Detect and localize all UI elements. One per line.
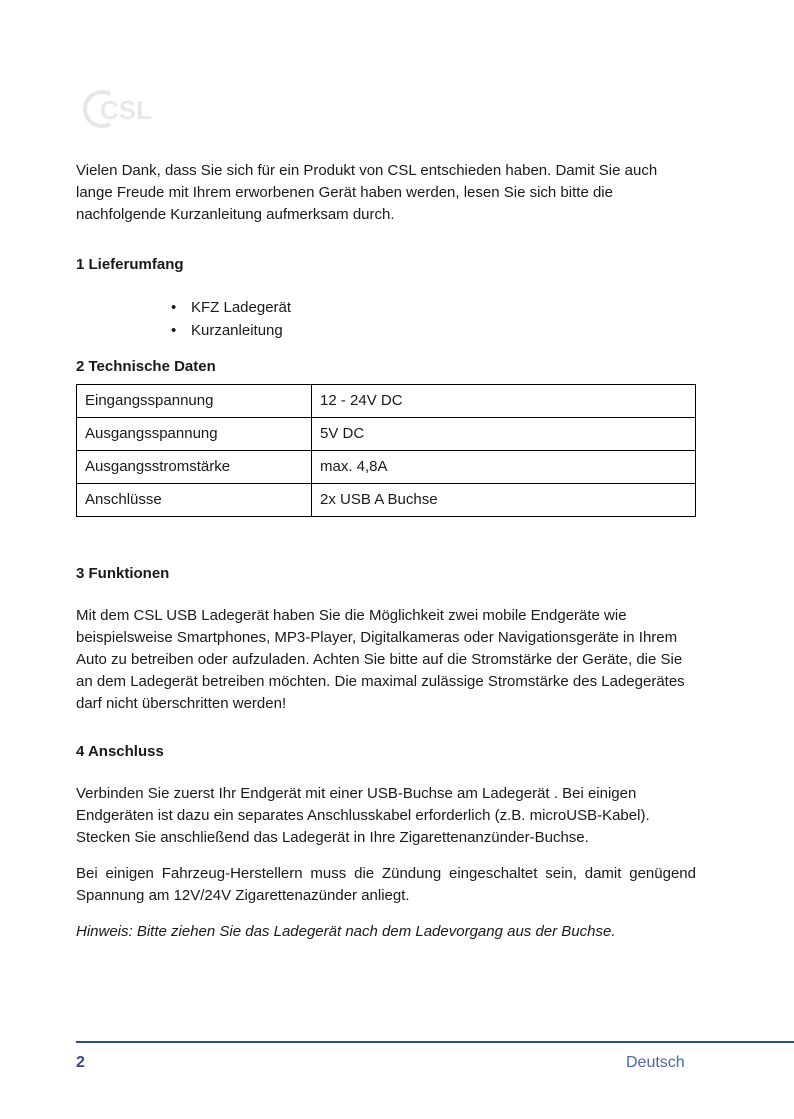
spec-label: Anschlüsse [77,484,312,517]
hint-text: Hinweis: Bitte ziehen Sie das Ladegerät nach dem Ladevorgang aus der Buchse. [76,923,616,940]
page-number: 2 [76,1054,85,1071]
table-row [77,451,696,484]
svg-text:CSL: CSL [100,95,152,125]
intro-paragraph: Vielen Dank, dass Sie sich für ein Produkt von CSL entschieden haben. Damit Sie auch lange Freude mit Ihrem erworbenen Gerät haben werden, lesen Sie sich bitte die nachfolgende Kurzanleitung aufmerksam durch. [76,162,658,223]
section-heading-technische-daten: 2 Technische Daten [76,358,216,375]
spec-label: Ausgangsspannung [77,418,312,451]
language-label: Deutsch [626,1054,685,1071]
section-heading-anschluss: 4 Anschluss [76,743,164,760]
table-row [77,484,696,517]
functions-paragraph: Mit dem CSL USB Ladegerät haben Sie die Möglichkeit zwei mobile Endgeräte wie beispielsweise Smartphones, MP3-Player, Digitalkameras oder Navigationsgeräte in Ihrem Auto zu betreiben oder aufzuladen. Achten Sie bitte auf die Stromstärke der Geräte, die Sie an dem Ladegerät betreiben möchten. Die maximal zulässige Stromstärke des Ladegerätes darf nicht überschritten werden! [76,607,685,712]
spec-value: max. 4,8A [312,451,696,484]
spec-value: 2x USB A Buchse [312,484,696,517]
list-item: • Kurzanleitung [171,319,696,342]
spec-label: Eingangsspannung [77,385,312,418]
document-body [76,160,696,943]
ignition-paragraph: Bei einigen Fahrzeug-Herstellern muss die Zündung eingeschaltet sein, damit genügend Spannung am 12V/24V Zigarettenazünder anliegt. [76,865,696,904]
section-heading-funktionen: 3 Funktionen [76,565,170,582]
spec-value: 12 - 24V DC [312,385,696,418]
spec-value: 5V DC [312,418,696,451]
table-row [77,385,696,418]
section-heading-lieferumfang: 1 Lieferumfang [76,256,184,273]
spec-table [76,384,696,517]
footer-divider [76,1041,794,1043]
connection-paragraph: Verbinden Sie zuerst Ihr Endgerät mit einer USB-Buchse am Ladegerät . Bei einigen Endgeräten ist dazu ein separates Anschlusskabel erforderlich (z.B. microUSB-Kabel). Stecken Sie anschließend das Ladegerät in Ihre Zigarettenanzünder-Buchse. [76,785,650,846]
table-row [77,418,696,451]
csl-logo [80,86,190,132]
list-item: • KFZ Ladegerät [171,296,696,319]
spec-label: Ausgangsstromstärke [77,451,312,484]
delivery-list [76,296,696,342]
